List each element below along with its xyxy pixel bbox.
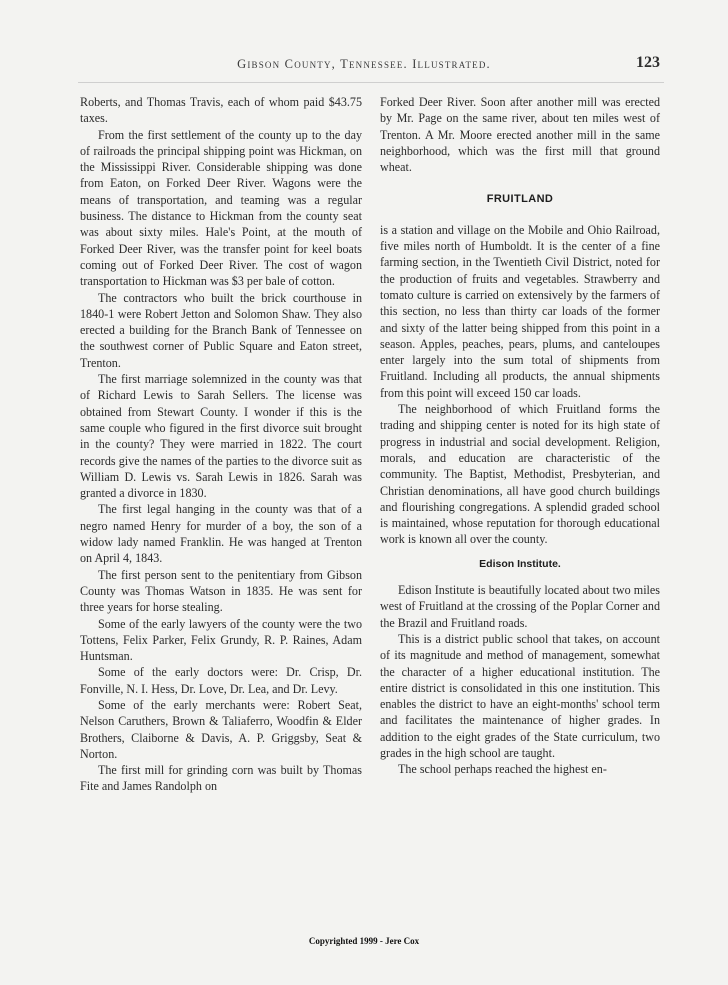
page-number: 123 — [636, 54, 660, 71]
left-paragraph: The first legal hanging in the county was that of a negro named Henry for murder of a boy, the son of a widow lady named Franklin. He was hanged at Trenton on April 4, 1843. — [80, 502, 362, 566]
left-paragraph: The contractors who built the brick courthouse in 1840-1 were Robert Jetton and Solomon Shaw. They also erected a building for the Branch Bank of Tennessee on the southwest corner of Public Square and Eaton street, Trenton. — [80, 290, 362, 370]
left-column — [80, 94, 362, 795]
fruitland-paragraph: is a station and village on the Mobile and Ohio Railroad, five miles north of Humboldt. It is the center of a fine farming section, in the Twentieth Civil District, noted for the production of fruits and vegetables. Strawberry and tomato culture is carried on extensively by the farmers of this section, no less than thirty car loads of the former and sixty of the latter being shipped from this point in a season. Apples, peaches, pears, plums, and canteloupes enter largely into the sum total of shipments from Fruitland. Including all products, the annual shipments from this point will exceed 150 car loads. — [380, 222, 660, 400]
left-paragraph: The first marriage solemnized in the county was that of Richard Lewis to Sarah Sellers. The license was obtained from Stewart County. I wonder if this is the same couple who figured in the first divorce suit brought in the county? They were married in 1822. The court records give the names of the parties to the divorce suit as William D. Lewis vs. Sarah Lewis in 1826. Sarah was granted a divorce in 1830. — [80, 372, 362, 501]
edison-paragraph: The school perhaps reached the highest en- — [398, 762, 607, 777]
section-heading-fruitland: FRUITLAND — [486, 193, 554, 206]
left-paragraph: The first mill for grinding corn was built by Thomas Fite and James Randolph on — [80, 763, 362, 794]
right-intro-paragraph: Forked Deer River. Soon after another mill was erected by Mr. Page on the same river, about ten miles west of Trenton. A Mr. Moore erected another mill in the same neighborhood, which was the first mill that ground wheat. — [380, 95, 660, 175]
left-paragraph: Some of the early doctors were: Dr. Crisp, Dr. Fonville, N. I. Hess, Dr. Love, Dr. Lea, and Dr. Levy. — [80, 665, 362, 696]
left-paragraph: From the first settlement of the county up to the day of railroads the principal shipping point was Hickman, on the Mississippi River. Considerable shipping was done from Eaton, on Forked Deer River. Wagons were the means of transportation, and teaming was a regular business. The distance to Hickman from the county seat was about sixty miles. Hale's Point, at the mouth of Forked Deer River, was the transfer point for keel boats coming out of Forked Deer River. The cost of wagon transportation to Hickman was $3 per bale of cotton. — [80, 127, 362, 289]
left-paragraph: Some of the early lawyers of the county were the two Tottens, Felix Parker, Felix Grundy, R. P. Raines, Adam Huntsman. — [80, 616, 362, 664]
running-header: Gibson County, Tennessee. Illustrated. — [237, 57, 491, 71]
edison-paragraph: Edison Institute is beautifully located about two miles west of Fruitland at the crossing of the Poplar Corner and the Brazil and Fruitland roads. — [380, 583, 660, 630]
right-column — [380, 94, 660, 778]
copyright-footer: Copyrighted 1999 - Jere Cox — [308, 936, 420, 946]
left-paragraph: Some of the early merchants were: Robert Seat, Nelson Caruthers, Brown & Taliaferro, Woodfin & Elder Brothers, Claiborne & Davis, A. P. Griggsby, Seat & Norton. — [80, 697, 362, 761]
sub-heading-edison-institute: Edison Institute. — [479, 557, 561, 570]
left-paragraph: Roberts, and Thomas Travis, each of whom paid $43.75 taxes. — [80, 95, 362, 126]
header-rule — [78, 82, 664, 83]
fruitland-paragraph: The neighborhood of which Fruitland forms the trading and shipping center is noted for its high state of progress in industrial and social development. Religion, morals, and education are characteristic of the community. The Baptist, Methodist, Presbyterian, and Christian denominations, all have good church buildings and flourishing congregations. A splendid graded school is maintained, whose reputation for thorough educational work is known all over the county. — [380, 402, 660, 547]
left-paragraph: The first person sent to the penitentiary from Gibson County was Thomas Watson in 1835. He was sent for three years for horse stealing. — [80, 567, 362, 615]
edison-paragraph: This is a district public school that takes, on account of its magnitude and method of management, somewhat the character of a higher educational institution. The entire district is consolidated in this one institution. This enables the district to have an eight-months' school term and facilitates the maintenance of higher grades. In addition to the eight grades of the State curriculum, two grades in the high school are taught. — [380, 631, 660, 760]
